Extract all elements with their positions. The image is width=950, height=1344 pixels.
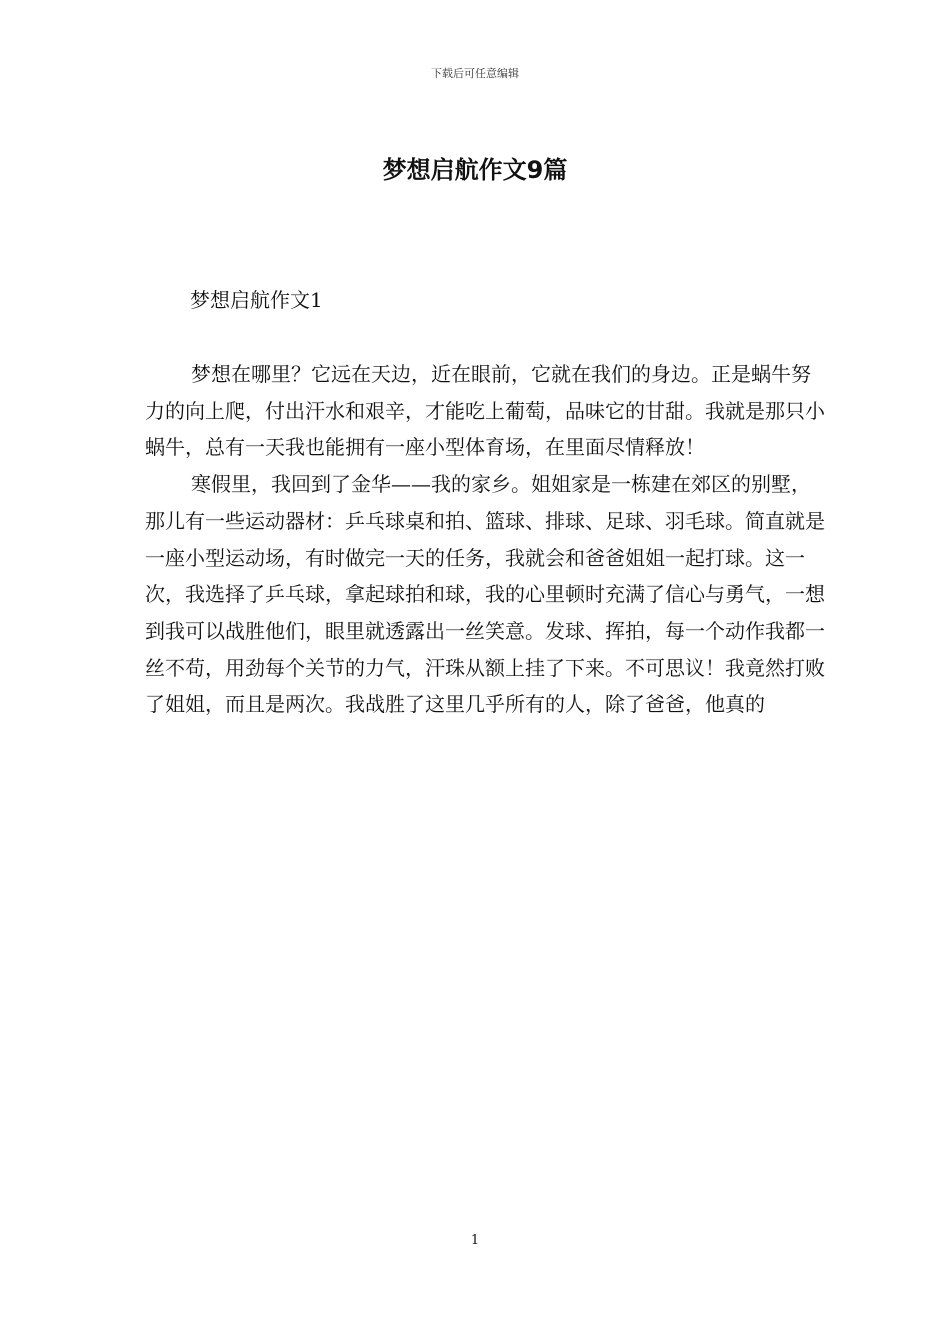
paragraph: 梦想在哪里？它远在天边，近在眼前，它就在我们的身边。正是蜗牛努力的向上爬，付出汗水和艰辛，才能吃上葡萄，品味它的甘甜。我就是那只小蜗牛，总有一天我也能拥有一座小型体育场，在里面尽情释放！: [145, 362, 825, 460]
section-heading: 梦想启航作文1: [190, 288, 323, 312]
paragraph: 寒假里，我回到了金华——我的家乡。姐姐家是一栋建在郊区的别墅，那儿有一些运动器材：乒乓球桌和拍、篮球、排球、足球、羽毛球。简直就是一座小型运动场，有时做完一天的任务，我就会和爸爸姐姐一起打球。这一次，我选择了乒乓球，拿起球拍和球，我的心里顿时充满了信心与勇气，一想到我可以战胜他们，眼里就透露出一丝笑意。发球、挥拍，每一个动作我都一丝不苟，用劲每个关节的力气，汗珠从额上挂了下来。不可思议！我竟然打败了姐姐，而且是两次。我战胜了这里几乎所有的人，除了爸爸，他真的: [145, 472, 825, 717]
document-title: 梦想启航作文9篇: [382, 156, 568, 184]
header-note: 下载后可任意编辑: [431, 67, 519, 80]
body-text: [145, 356, 825, 723]
page-number: 1: [470, 1233, 480, 1248]
